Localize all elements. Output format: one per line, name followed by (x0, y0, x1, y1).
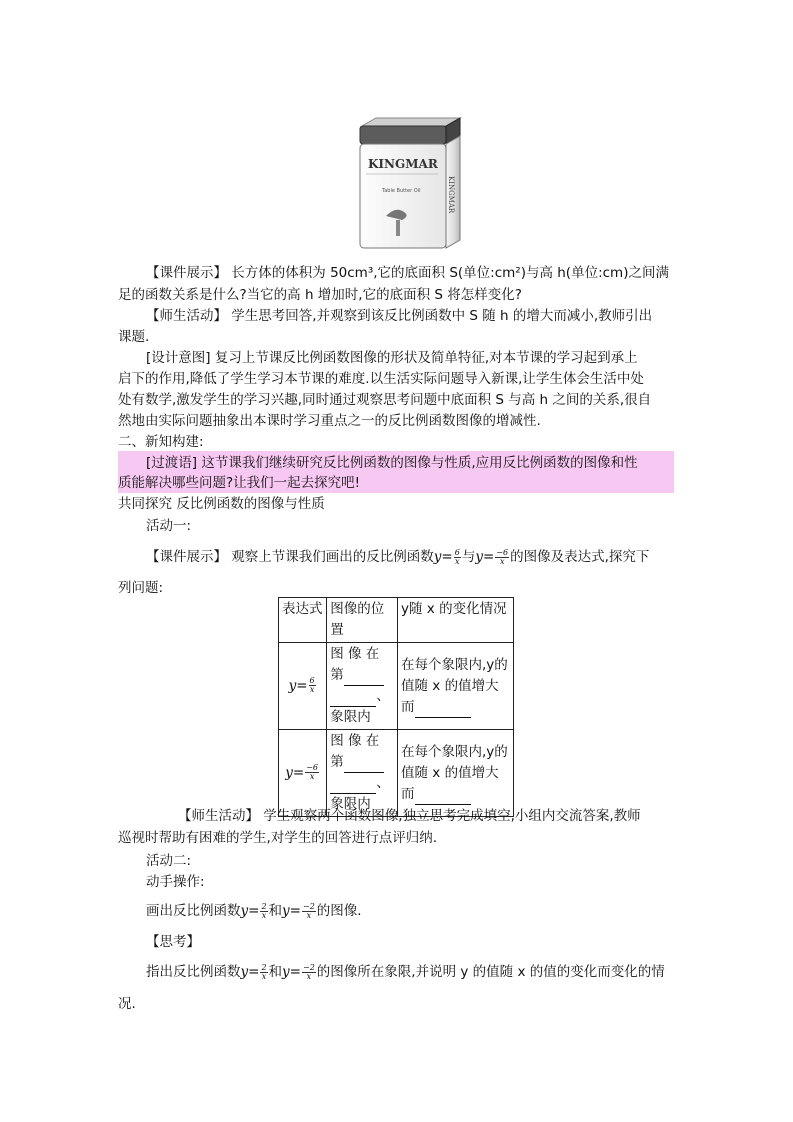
numerator: −2 (303, 901, 315, 911)
text: 、 (376, 775, 390, 791)
text: 的图像所在象限,并说明 y 的值随 x 的值的变化而变化的情 (316, 964, 665, 980)
text: 和 (268, 964, 283, 980)
change-cell (398, 643, 514, 730)
formula-y: y= (282, 964, 301, 980)
denominator: x (309, 772, 315, 781)
formula-y: y= (282, 903, 301, 919)
paragraph-teacher-student-1 (146, 306, 678, 326)
expr-cell (279, 730, 327, 817)
design-intent-line: [设计意图] 复习上节课反比例函数图像的形状及简单特征,对本节课的学习起到承上 (146, 350, 638, 366)
header-cell: y随 x 的变化情况 (398, 598, 514, 643)
denominator: x (306, 910, 312, 920)
text: 指出反比例函数 (146, 964, 241, 980)
paragraph-teacher-student-2 (178, 806, 678, 826)
formula-y: y= (475, 549, 495, 565)
numerator: 6 (454, 547, 460, 557)
header-cell: 图像的位置 (327, 598, 398, 643)
text: 第 (330, 667, 344, 683)
paragraph-line: 足的函数关系是什么?当它的高 h 增加时,它的底面积 S 将怎样变化? (118, 287, 522, 303)
design-intent-line: 启下的作用,降低了学生学习本节课的难度.以生活实际问题导入新课,让学生体会生活中处 (118, 371, 644, 387)
label-courseware: 【课件展示】 (146, 549, 227, 565)
blank (330, 692, 376, 707)
table-header-row (279, 598, 514, 643)
label-courseware: 【课件展示】 (146, 265, 227, 281)
paragraph-line: 课题. (118, 329, 150, 345)
location-cell (327, 643, 398, 730)
design-intent-line: 处有数学,激发学生的学习兴趣,同时通过观察思考问题中底面积 S 与高 h 之间的关系,很自 (118, 392, 652, 408)
text: 和 (268, 903, 283, 919)
paragraph-line: 况. (118, 996, 136, 1012)
text: 而 (401, 698, 415, 715)
denominator: x (261, 910, 267, 920)
side-brand-text: KINGMAR (447, 176, 455, 214)
caption-text: Table Butter Oil (382, 188, 421, 194)
text: 图 像 在 (330, 733, 380, 749)
text: 学生观察两个函数图像,独立思考完成填空,小组内交流答案,教师 (259, 808, 641, 824)
text: 的图像及表达式,探究下 (510, 549, 650, 565)
text: 长方体的体积为 50cm³,它的底面积 S(单位:cm²)与高 h(单位:cm)之间满 (227, 265, 669, 281)
blank (415, 790, 471, 805)
explore-title: 共同探究 反比例函数的图像与性质 (118, 496, 325, 512)
text: 在每个象限内,y的 (401, 743, 508, 760)
denominator: x (306, 971, 312, 981)
header-cell: 表达式 (279, 598, 327, 643)
paragraph-line: 巡视时帮助有困难的学生,对学生的回答进行点评归纳. (118, 830, 438, 846)
fraction (495, 549, 509, 566)
blank (344, 671, 384, 686)
denominator: x (499, 556, 505, 566)
transition-line: 质能解决哪些问题?让我们一起去探究吧! (118, 475, 361, 491)
fraction (260, 903, 267, 920)
expr-cell (279, 643, 327, 730)
text: 第 (330, 754, 344, 770)
table-row (279, 730, 514, 817)
fraction (260, 964, 267, 981)
table-row (279, 643, 514, 730)
text: 值随 x 的值增大 (401, 764, 499, 781)
text: 象限内 (330, 796, 371, 812)
activity-two: 活动二: (146, 853, 192, 869)
text: 图 像 在 (330, 646, 380, 662)
formula-y: y= (240, 964, 260, 980)
hands-on-title: 动手操作: (146, 874, 205, 890)
location-cell (327, 730, 398, 817)
denominator: x (261, 971, 267, 981)
formula-y: y= (288, 677, 308, 694)
activity-one: 活动一: (146, 518, 192, 534)
design-intent-line: 然地由实际问题抽象出本课时学习重点之一的反比例函数图像的增减性. (118, 413, 541, 429)
numerator: 6 (309, 676, 315, 685)
text: 观察上节课我们画出的反比例函数 (227, 549, 434, 565)
fraction (454, 549, 461, 566)
brand-text: KINGMAR (368, 157, 438, 171)
numerator: 2 (261, 901, 267, 911)
think-label: 【思考】 (146, 934, 200, 950)
fraction (305, 764, 319, 781)
text: 值随 x 的值增大 (401, 677, 499, 694)
text: 象限内 (330, 709, 371, 725)
text: 在每个象限内,y的 (401, 656, 508, 673)
text: 、 (376, 688, 390, 704)
blank (344, 758, 384, 773)
paragraph-line: 列问题: (118, 580, 164, 596)
numerator: −6 (496, 547, 509, 557)
blank (415, 703, 471, 718)
text: 与 (461, 549, 476, 565)
formula-y: y= (433, 549, 453, 565)
think-question (146, 961, 678, 983)
numerator: −2 (303, 962, 315, 972)
change-cell (398, 730, 514, 817)
fraction (302, 903, 316, 920)
product-tin-image (356, 116, 464, 252)
transition-line: [过渡语] 这节课我们继续研究反比例函数的图像与性质,应用反比例函数的图像和性 (146, 455, 638, 471)
section-title: 二、新知构建: (118, 434, 204, 450)
text: 的图像. (316, 903, 362, 919)
formula-y: y= (285, 764, 305, 781)
blank (330, 779, 376, 794)
fraction (309, 677, 316, 694)
paragraph-courseware-2 (146, 546, 678, 568)
numerator: 2 (261, 962, 267, 972)
draw-instruction (146, 900, 678, 922)
text: 而 (401, 785, 415, 802)
text: 学生思考回答,并观察到该反比例函数中 S 随 h 的增大而减小,教师引出 (227, 308, 653, 324)
text: 画出反比例函数 (146, 903, 241, 919)
fraction (302, 964, 316, 981)
numerator: −6 (306, 763, 318, 772)
paragraph-courseware-1 (146, 263, 678, 283)
formula-y: y= (240, 903, 260, 919)
denominator: x (309, 685, 315, 694)
function-properties-table (278, 597, 514, 817)
label-activity: 【师生活动】 (146, 308, 227, 324)
denominator: x (455, 556, 460, 566)
label-activity: 【师生活动】 (178, 808, 259, 824)
